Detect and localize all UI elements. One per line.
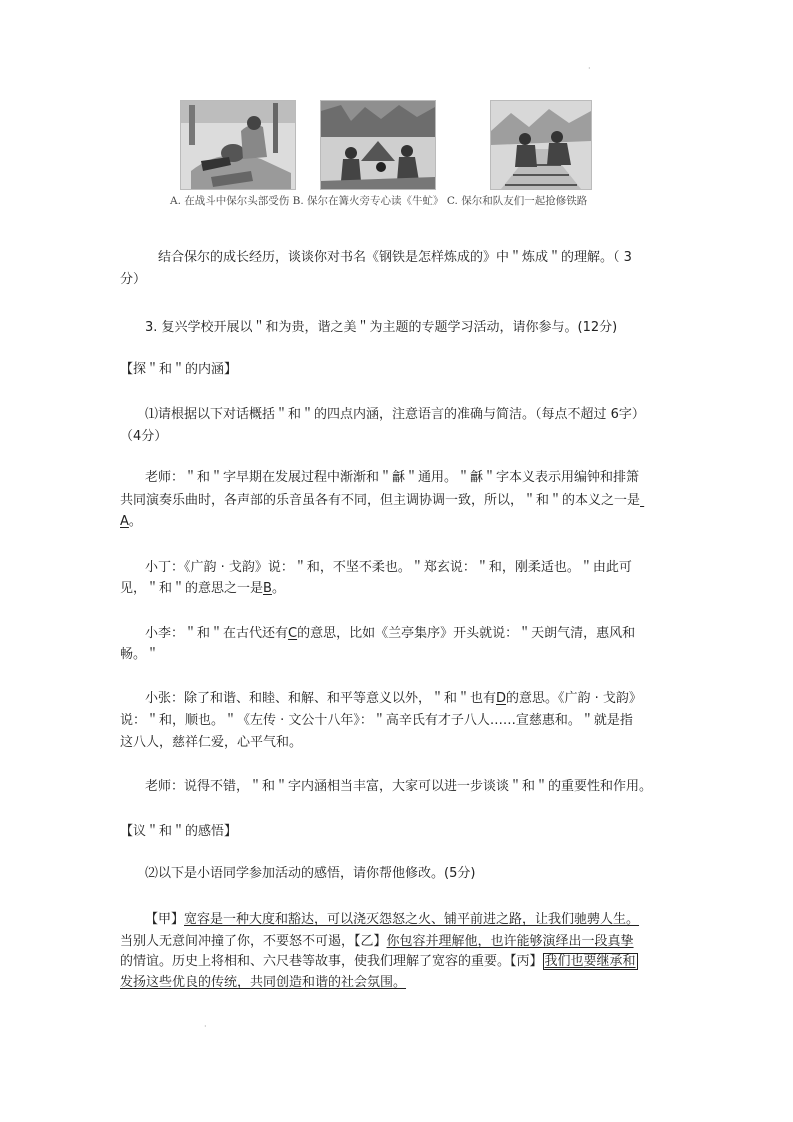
scan-dot: · [588,64,591,73]
xiaoli-line1 [145,622,705,645]
illustration-c [490,100,592,190]
teacher-line2 [120,489,680,512]
section-heading-explore: 【探＂和＂的内涵】 [120,362,238,377]
tag-bing: 【丙】 [510,954,543,969]
blank-b: B [263,581,272,596]
sub-question-2: ⑵以下是小语同学参加活动的感悟，请你帮他修改。(5分) [145,866,476,881]
caption-c: C. 保尔和队友们一起抢修铁路 [446,195,588,207]
section-heading-discuss: 【议＂和＂的感悟】 [120,824,238,839]
tag-yi: 【乙】 [354,934,387,949]
teacher-line3 [120,510,680,533]
xiaozhang-line1-pre: 小张：除了和谐、和睦、和解、和平等意义以外，＂和＂也有 [145,691,497,706]
sub-question-1-line2: （4分） [120,429,168,444]
essay-yi-text: 你包容并理解他，也许能够演绎出一段真挚 [386,934,634,949]
xiaoli-line1-post: 的意思，比如《兰亭集序》开头就说：＂天朗气清，惠风和 [297,626,636,641]
essay-line4 [120,971,680,994]
essay-line1 [145,908,705,931]
caption-a: A. 在战斗中保尔头部受伤 [170,195,290,207]
teacher-line3-text: 。 [128,514,142,529]
blank-d: D [496,691,507,706]
xiaoli-line2: 畅。＂ [120,647,160,662]
illustration-a [180,100,296,190]
xiaozhang-line3: 这八人，慈祥仁爱，心平气和。 [120,735,303,750]
scan-dot: · [204,1022,207,1031]
essay-line3 [120,950,680,973]
blank-c: C [288,626,298,641]
xiaoding-line2-text: 见，＂和＂的意思之一是 [120,581,264,596]
xiaoding-line2 [120,577,680,600]
xiaoding-line1: 小丁：《广韵 · 戈韵》说：＂和，不坚不柔也。＂郑玄说：＂和，刚柔适也。＂由此可 [145,560,632,575]
xiaoli-line1-pre: 小李：＂和＂在古代还有 [145,626,289,641]
q3-title: 3. 复兴学校开展以＂和为贵，谐之美＂为主题的专题学习活动，请你参与。(12分) [145,320,618,335]
illustration-caption [170,193,587,208]
essay-bing-text-cont: 发扬这些优良的传统，共同创造和谐的社会氛围。 [120,975,407,990]
essay-line3-pre: 的情谊。历史上将相和、六尺巷等故事，使我们理解了宽容的重要。 [120,954,511,969]
teacher-line1: 老师：＂和＂字早期在发展过程中渐渐和＂龢＂通用。＂龢＂字本义表示用编钟和排箫 [145,470,640,485]
teacher-summary: 老师：说得不错，＂和＂字内涵相当丰富，大家可以进一步谈谈＂和＂的重要性和作用。 [145,779,653,794]
essay-line2-pre: 当别人无意间冲撞了你，不要怒不可遏， [120,934,355,949]
xiaozhang-line1 [145,687,705,710]
essay-jia-text: 宽容是一种大度和豁达，可以浇灭怨怒之火、铺平前进之路，让我们驰骋人生。 [184,912,640,927]
blank-a: A [120,514,129,529]
q2-prompt-line2: 分） [120,272,147,287]
illustration-b [320,100,436,190]
teacher-line2-text: 共同演奏乐曲时，各声部的乐音虽各有不同，但主调协调一致，所以，＂和＂的本义之一是 [120,493,641,508]
q2-prompt-line1: 结合保尔的成长经历，谈谈你对书名《钢铁是怎样炼成的》中＂炼成＂的理解。（ 3 [158,250,632,265]
blank-underline [640,493,644,508]
xiaozhang-line1-post: 的意思。《广韵 · 戈韵》 [506,691,642,706]
caption-b: B. 保尔在篝火旁专心读《牛虻》 [292,195,444,207]
tag-jia: 【甲】 [145,912,185,927]
essay-bing-text: 我们也要继承和 [544,954,636,969]
xiaozhang-line2: 说：＂和，顺也。＂《左传 · 文公十八年》：＂高辛氏有才子八人……宣慈惠和。＂就是指 [120,713,633,728]
sub-question-1-line1: ⑴请根据以下对话概括＂和＂的四点内涵，注意语言的准确与简洁。（每点不超过 6字） [145,407,645,422]
xiaoding-line2-end: 。 [271,581,285,596]
